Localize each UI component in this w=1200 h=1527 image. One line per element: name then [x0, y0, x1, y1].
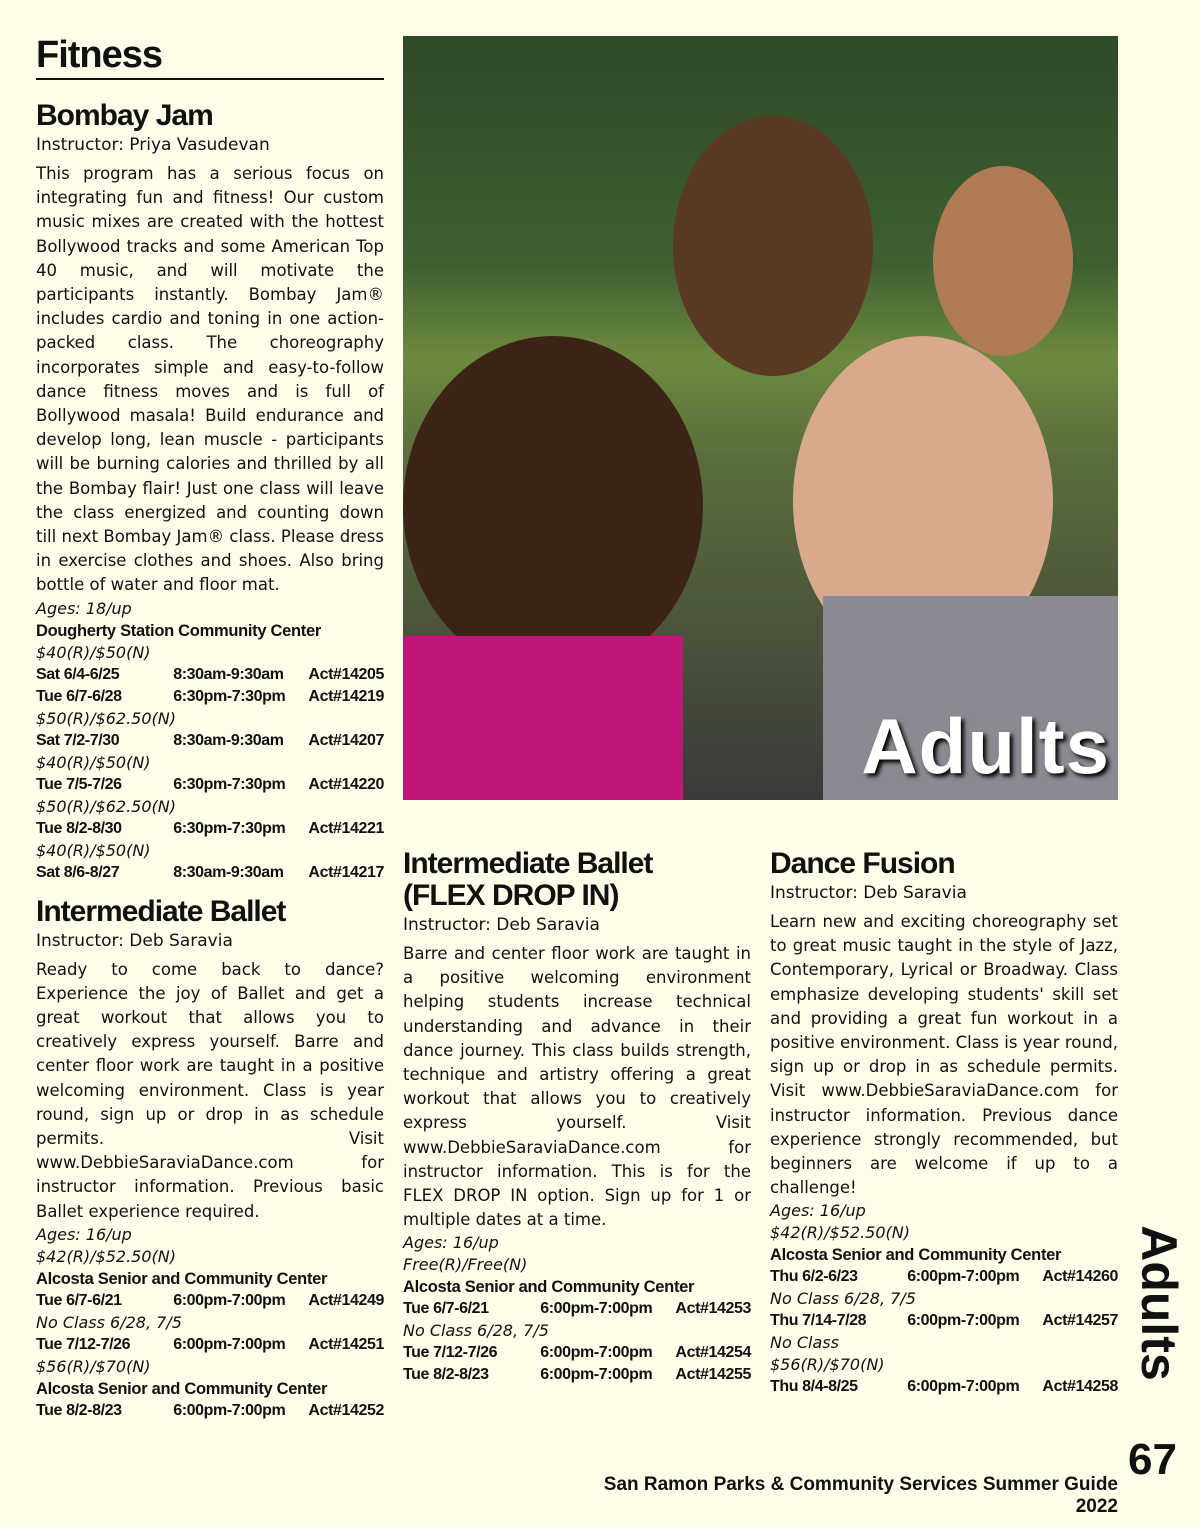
time: 6:30pm-7:30pm — [173, 819, 286, 837]
price: Free(R)/Free(N) — [403, 1255, 528, 1275]
activity-number: Act#14253 — [675, 1300, 751, 1318]
flex-ballet-program — [403, 848, 751, 1386]
description: Ready to come back to dance? Experience the joy of Ballet and get a great workout that allows you to creatively express yourself. Barre and center floor work are taught in a positive welcoming environment. Class is year round, sign up or drop in as schedule permits. Visit www.DebbieSaraviaDance.com for instructor information. Previous basic Ballet experience required. — [36, 959, 384, 1221]
activity-number: Act#14221 — [308, 819, 384, 837]
location: Alcosta Senior and Community Center — [36, 1379, 328, 1398]
schedule-row — [36, 774, 384, 796]
ages: Ages: 18/up — [36, 598, 132, 618]
time: 6:00pm-7:00pm — [907, 1312, 1020, 1330]
time: 6:30pm-7:30pm — [173, 775, 286, 793]
schedule-row — [36, 1400, 384, 1422]
program-title: Intermediate Ballet — [36, 894, 286, 928]
program-title: Dance Fusion — [770, 847, 955, 880]
ages: Ages: 16/up — [403, 1233, 499, 1253]
dates: Tue 8/2-8/23 — [403, 1366, 489, 1384]
time: 6:00pm-7:00pm — [907, 1378, 1020, 1396]
footer-text: San Ramon Parks & Community Services Summer Guide 2022 — [603, 1474, 1118, 1517]
dates: Tue 6/7-6/21 — [403, 1300, 489, 1318]
left-column — [36, 34, 384, 1422]
price: $50(R)/$62.50(N) — [36, 796, 176, 816]
schedule-row — [36, 686, 384, 708]
price: $56(R)/$70(N) — [36, 1356, 151, 1376]
activity-number: Act#14254 — [675, 1344, 751, 1362]
no-class-note: No Class 6/28, 7/5 — [403, 1321, 549, 1341]
price: $42(R)/$52.50(N) — [770, 1223, 910, 1243]
time: 6:00pm-7:00pm — [540, 1366, 653, 1384]
dates: Thu 7/14-7/28 — [770, 1312, 867, 1330]
instructor: Instructor: Deb Saravia — [36, 930, 233, 951]
bombay-jam-program — [36, 100, 384, 884]
price: $40(R)/$50(N) — [36, 840, 151, 860]
dates: Tue 6/7-6/28 — [36, 687, 122, 705]
instructor: Instructor: Priya Vasudevan — [36, 135, 270, 155]
description: Learn new and exciting choreography set to great music taught in the style of Jazz, Contemporary, Lyrical or Broadway. Class emphasize developing students' skill set and providing a great fun workout in a positive environment. Class is year round, sign up or drop in as schedule permits. Visit www.DebbieSaraviaDance.com for instructor information. Previous dance experience strongly recommended, but beginners are welcome if up to a challenge! — [770, 912, 1118, 1198]
description: This program has a serious focus on integrating fun and fitness! Our custom music mixes are created with the hottest Bollywood tracks and some American Top 40 music, and will motivate the participants instantly. Bombay Jam® includes cardio and toning in one action-packed class. The choreography incorporates simple and easy-to-follow dance fitness moves and is full of Bollywood masala! Build endurance and develop long, lean muscle - participants will be burning calories and thrilled by all the Bombay flair! Just one class will leave the class energized and counting down till next Bombay Jam® class. Please dress in exercise clothes and shoes. Also bring bottle of water and floor mat. — [36, 164, 384, 595]
activity-number: Act#14255 — [675, 1366, 751, 1384]
activity-number: Act#14252 — [308, 1401, 384, 1419]
activity-number: Act#14258 — [1042, 1378, 1118, 1396]
schedule-row — [770, 1266, 1118, 1288]
person-figure — [403, 336, 703, 676]
activity-number: Act#14205 — [308, 665, 384, 683]
time: 6:00pm-7:00pm — [907, 1268, 1020, 1286]
dates: Sat 6/4-6/25 — [36, 665, 120, 683]
schedule-row — [36, 818, 384, 840]
instructor: Instructor: Deb Saravia — [403, 915, 600, 935]
activity-number: Act#14251 — [308, 1335, 384, 1353]
location: Alcosta Senior and Community Center — [36, 1269, 328, 1288]
dates: Tue 6/7-6/21 — [36, 1291, 122, 1309]
activity-number: Act#14220 — [308, 775, 384, 793]
no-class-note: No Class 6/28, 7/5 — [36, 1312, 182, 1332]
dates: Tue 8/2-8/30 — [36, 819, 122, 837]
price: $56(R)/$70(N) — [770, 1355, 885, 1375]
schedule-row — [36, 664, 384, 686]
location: Alcosta Senior and Community Center — [770, 1246, 1062, 1265]
price: $40(R)/$50(N) — [36, 752, 151, 772]
program-subtitle: (FLEX DROP IN) — [403, 879, 619, 912]
time: 6:00pm-7:00pm — [540, 1344, 653, 1362]
price: $42(R)/$52.50(N) — [36, 1246, 176, 1266]
dates: Thu 6/2-6/23 — [770, 1268, 858, 1286]
program-title: Bombay Jam — [36, 99, 213, 132]
price: $40(R)/$50(N) — [36, 642, 151, 662]
instructor: Instructor: Deb Saravia — [770, 883, 967, 903]
dates: Thu 8/4-8/25 — [770, 1378, 858, 1396]
ages: Ages: 16/up — [36, 1224, 132, 1244]
location: Dougherty Station Community Center — [36, 621, 321, 640]
activity-number: Act#14217 — [308, 863, 384, 881]
program-title: Intermediate Ballet — [403, 847, 653, 880]
section-title: Fitness — [36, 34, 384, 80]
time: 8:30am-9:30am — [173, 863, 284, 881]
dates: Tue 8/2-8/23 — [36, 1401, 122, 1419]
dance-fusion-program — [770, 848, 1118, 1398]
schedule-row — [403, 1364, 751, 1386]
no-class-note: No Class 6/28, 7/5 — [770, 1289, 916, 1309]
time: 6:00pm-7:00pm — [173, 1335, 286, 1353]
activity-number: Act#14249 — [308, 1291, 384, 1309]
page-number: 67 — [1128, 1435, 1177, 1484]
schedule-row — [36, 730, 384, 752]
schedule-row — [36, 1334, 384, 1356]
activity-number: Act#14219 — [308, 687, 384, 705]
schedule-row — [770, 1310, 1118, 1332]
activity-number: Act#14257 — [1042, 1312, 1118, 1330]
right-column — [770, 848, 1118, 1398]
middle-column — [403, 848, 751, 1386]
side-tab-label: Adults — [1131, 1225, 1187, 1381]
time: 6:00pm-7:00pm — [540, 1300, 653, 1318]
dates: Sat 8/6-8/27 — [36, 863, 120, 881]
intermediate-ballet-program — [36, 896, 384, 1422]
person-figure — [933, 166, 1073, 356]
photo-label: Adults — [861, 702, 1110, 790]
side-section-tab — [1118, 1225, 1200, 1381]
activity-number: Act#14207 — [308, 731, 384, 749]
schedule-row — [770, 1376, 1118, 1398]
activity-number: Act#14260 — [1042, 1268, 1118, 1286]
description: Barre and center floor work are taught in a positive welcoming environment helping students increase technical understanding and advance in their dance journey. This class builds strength, technique and artistry offering a great workout that allows you to creatively express yourself. Visit www.DebbieSaraviaDance.com for instructor information. This is for the FLEX DROP IN option. Sign up for 1 or multiple dates at a time. — [403, 944, 751, 1230]
time: 6:00pm-7:00pm — [173, 1401, 286, 1419]
dates: Tue 7/12-7/26 — [403, 1344, 498, 1362]
no-class-note: No Class — [770, 1333, 839, 1353]
schedule-row — [403, 1342, 751, 1364]
time: 8:30am-9:30am — [173, 665, 284, 683]
time: 8:30am-9:30am — [173, 731, 284, 749]
dates: Tue 7/12-7/26 — [36, 1335, 131, 1353]
dates: Sat 7/2-7/30 — [36, 731, 120, 749]
time: 6:00pm-7:00pm — [173, 1291, 286, 1309]
schedule-row — [36, 1290, 384, 1312]
location: Alcosta Senior and Community Center — [403, 1278, 695, 1297]
time: 6:30pm-7:30pm — [173, 687, 286, 705]
schedule-row — [36, 862, 384, 884]
dates: Tue 7/5-7/26 — [36, 775, 122, 793]
price: $50(R)/$62.50(N) — [36, 708, 176, 728]
schedule-row — [403, 1298, 751, 1320]
adults-group-photo — [403, 36, 1118, 800]
person-figure — [673, 116, 873, 376]
pink-shirt — [403, 636, 683, 800]
ages: Ages: 16/up — [770, 1201, 866, 1221]
